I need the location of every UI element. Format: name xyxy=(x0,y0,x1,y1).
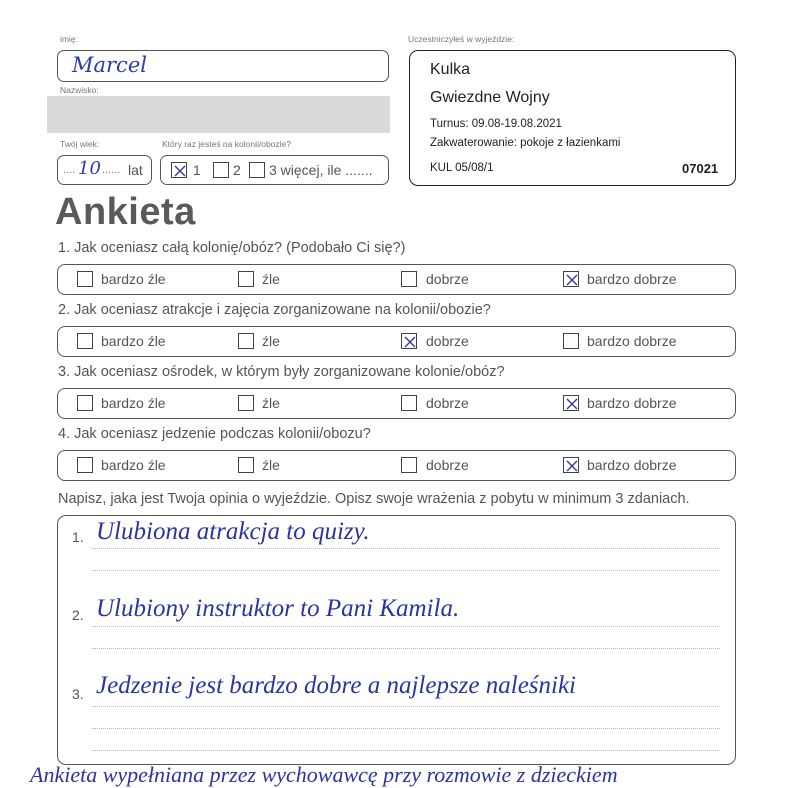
checkbox-bad[interactable] xyxy=(238,457,254,473)
option-label-very-good: bardzo dobrze xyxy=(587,395,677,411)
question-4-text: 4. Jak oceniasz jedzenie podczas kolonii/obozu? xyxy=(58,426,371,442)
checkbox-bad[interactable] xyxy=(238,333,254,349)
opinion-rule xyxy=(92,728,720,729)
check-mark-icon xyxy=(564,396,580,412)
opinion-rule xyxy=(92,648,720,649)
age-dots-left: .... xyxy=(63,164,76,176)
option-label-good: dobrze xyxy=(426,271,469,287)
opinion-text-2: Ulubiony instruktor to Pani Kamila. xyxy=(96,595,460,622)
checkbox-good[interactable] xyxy=(401,271,417,287)
surname-label: Nazwisko: xyxy=(60,85,99,95)
option-label-very-good: bardzo dobrze xyxy=(587,271,677,287)
option-label-bad: źle xyxy=(262,333,280,349)
option-label-bad: źle xyxy=(262,457,280,473)
opinion-rule xyxy=(92,570,720,571)
option-label-very-bad: bardzo źle xyxy=(101,395,166,411)
times-option-2: 2 xyxy=(233,162,241,178)
opinion-text-3: Jedzenie jest bardzo dobre a najlepsze naleśniki xyxy=(96,672,577,699)
checkbox-very-good[interactable] xyxy=(563,457,579,473)
opinion-rule xyxy=(92,548,720,549)
option-label-good: dobrze xyxy=(426,333,469,349)
age-unit: lat xyxy=(128,162,143,178)
checkbox-very-good[interactable] xyxy=(563,333,579,349)
checkbox-very-good[interactable] xyxy=(563,271,579,287)
check-mark-icon xyxy=(564,458,580,474)
times-option-1: 1 xyxy=(193,162,201,178)
checkbox-very-bad[interactable] xyxy=(77,271,93,287)
option-label-very-good: bardzo dobrze xyxy=(587,457,677,473)
survey-title: Ankieta xyxy=(55,191,196,233)
opinion-rule xyxy=(92,750,720,751)
question-2-text: 2. Jak oceniasz atrakcje i zajęcia zorganizowane na kolonii/obozie? xyxy=(58,302,491,318)
footer-note: Ankieta wypełniana przez wychowawcę przy rozmowie z dzieckiem xyxy=(30,762,618,787)
times-checkbox-3[interactable] xyxy=(249,162,265,178)
checkbox-very-good[interactable] xyxy=(563,395,579,411)
option-label-good: dobrze xyxy=(426,457,469,473)
question-1-text: 1. Jak oceniasz całą kolonię/obóz? (Podobało Ci się?) xyxy=(58,240,406,256)
trip-turnus: Turnus: 09.08-19.08.2021 xyxy=(430,118,562,130)
option-label-very-good: bardzo dobrze xyxy=(587,333,677,349)
opinion-number-2: 2. xyxy=(72,607,84,623)
trip-code: KUL 05/08/1 xyxy=(430,162,494,174)
times-field xyxy=(160,155,389,185)
checkbox-good[interactable] xyxy=(401,457,417,473)
opinion-prompt: Napisz, jaka jest Twoja opinia o wyjeździe. Opisz swoje wrażenia z pobytu w minimum 3 zdaniach. xyxy=(58,491,690,507)
checkbox-bad[interactable] xyxy=(238,271,254,287)
checkbox-very-bad[interactable] xyxy=(77,333,93,349)
checkbox-very-bad[interactable] xyxy=(77,457,93,473)
check-mark-icon xyxy=(564,272,580,288)
trip-line-2: Gwiezdne Wojny xyxy=(430,89,550,106)
age-value: 10 xyxy=(78,158,101,179)
first-name-value: Marcel xyxy=(72,53,147,77)
option-label-very-bad: bardzo źle xyxy=(101,271,166,287)
age-label: Twój wiek: xyxy=(60,139,100,149)
surname-redaction xyxy=(47,96,390,133)
checkbox-very-bad[interactable] xyxy=(77,395,93,411)
opinion-rule xyxy=(92,626,720,627)
check-mark-icon xyxy=(402,334,418,350)
check-mark-icon xyxy=(172,163,188,179)
times-checkbox-2[interactable] xyxy=(213,162,229,178)
checkbox-bad[interactable] xyxy=(238,395,254,411)
first-name-label: imię: xyxy=(60,34,78,44)
option-label-bad: źle xyxy=(262,395,280,411)
checkbox-good[interactable] xyxy=(401,395,417,411)
checkbox-good[interactable] xyxy=(401,333,417,349)
trip-label: Uczestniczyłeś w wyjeździe: xyxy=(408,34,515,44)
opinion-number-1: 1. xyxy=(72,529,84,545)
option-label-good: dobrze xyxy=(426,395,469,411)
option-label-very-bad: bardzo źle xyxy=(101,457,166,473)
question-3-text: 3. Jak oceniasz ośrodek, w którym były zorganizowane kolonie/obóz? xyxy=(58,364,505,380)
trip-line-1: Kulka xyxy=(430,61,471,78)
opinion-rule xyxy=(92,706,720,707)
option-label-bad: źle xyxy=(262,271,280,287)
times-checkbox-1[interactable] xyxy=(171,162,187,178)
times-label: Który raz jesteś na kolonii/obozie? xyxy=(162,139,291,149)
first-name-field[interactable] xyxy=(57,50,389,82)
age-dots-right: ...... xyxy=(102,164,121,176)
times-option-3: 3 więcej, ile ....... xyxy=(269,162,373,178)
opinion-text-1: Ulubiona atrakcja to quizy. xyxy=(96,518,370,545)
option-label-very-bad: bardzo źle xyxy=(101,333,166,349)
trip-number: 07021 xyxy=(682,161,719,176)
trip-accommodation: Zakwaterowanie: pokoje z łazienkami xyxy=(430,137,621,149)
age-field[interactable] xyxy=(57,155,152,185)
opinion-number-3: 3. xyxy=(72,686,84,702)
